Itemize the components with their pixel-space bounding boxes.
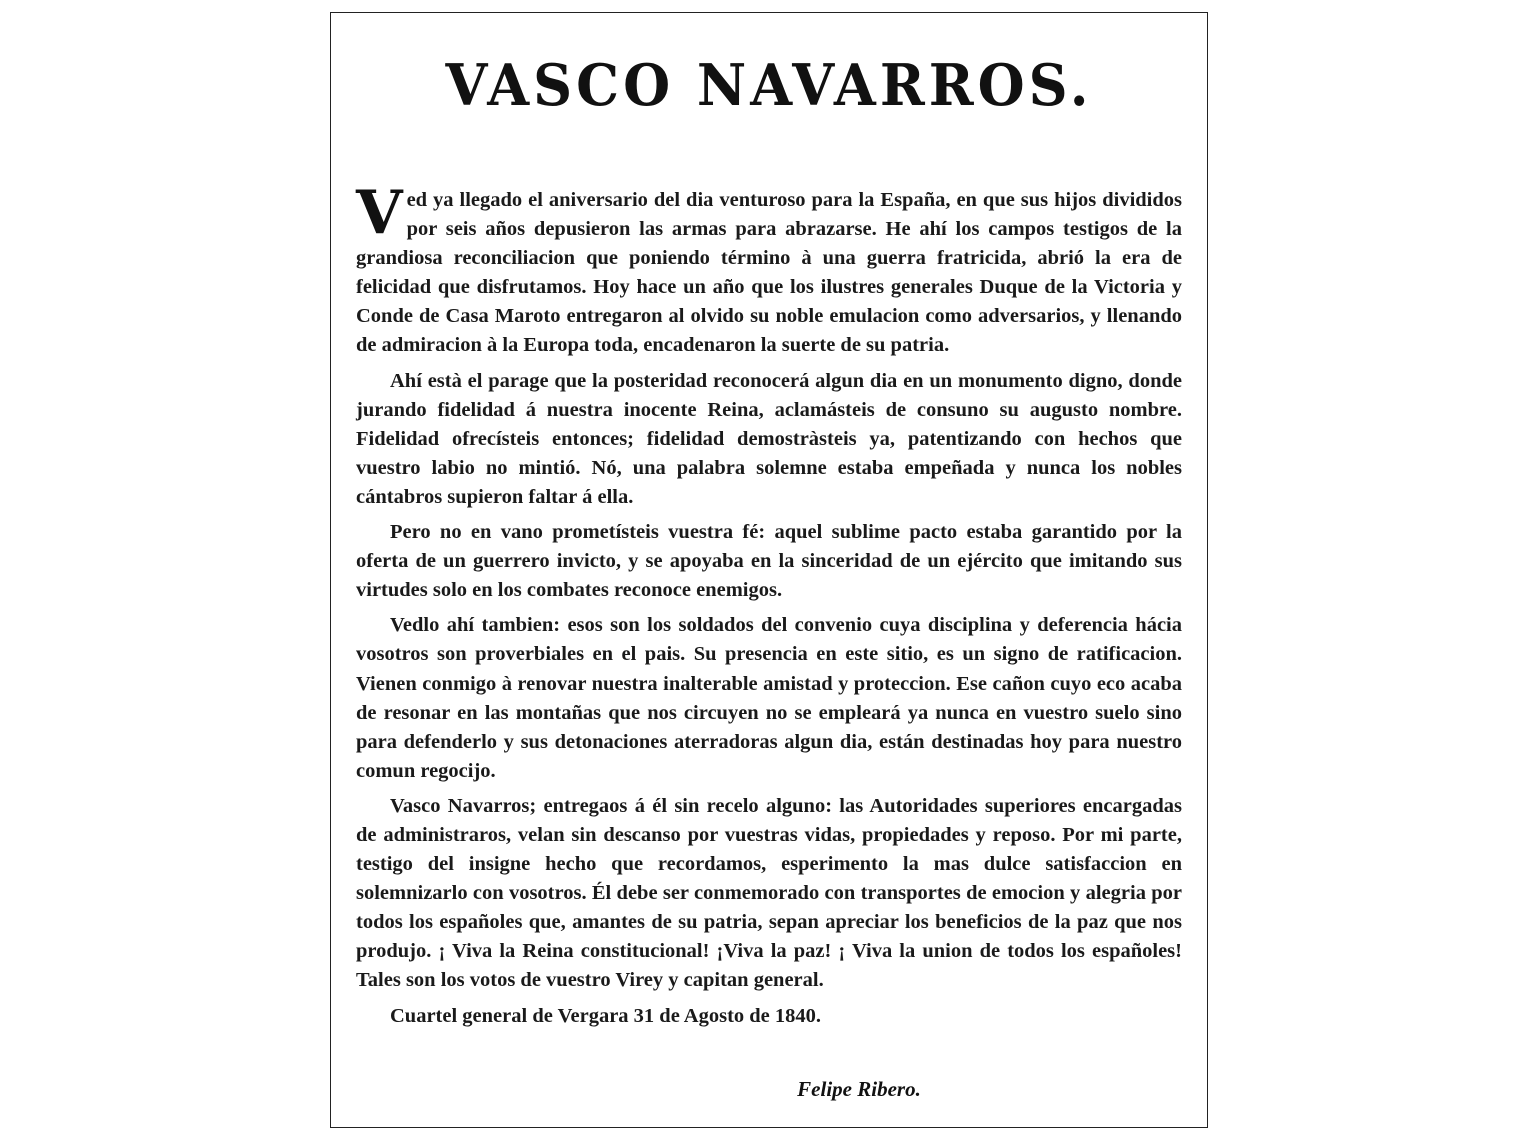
signature: Felipe Ribero. bbox=[797, 1077, 921, 1101]
paragraph-5: Vasco Navarros; entregaos á él sin recelo alguno: las Autoridades superiores encargadas de administraros, velan sin descanso por vuestras vidas, propiedades y reposo. Por mi parte, testigo del insigne hecho que recordamos, esperimento la mas dulce satisfaccion en solemnizarlo con vosotros. Él debe ser conmemorado con transportes de emocion y alegria por todos los españoles que, amantes de su patria, sepan apreciar los beneficios de la paz que nos produjo. ¡ Viva la Reina constitucional! ¡Viva la paz! ¡ Viva la union de todos los españoles! Tales son los votos de vuestro Virey y capitan general. bbox=[356, 794, 1182, 992]
document-title: VASCO NAVARROS. bbox=[445, 51, 1093, 119]
paragraph-1-text: ed ya llegado el aniversario del dia venturoso para la España, en que sus hijos divididos por seis años depusieron las armas para abrazarse. He ahí los campos testigos de la grandiosa reconciliacion que poniendo término à una guerra fratricida, abrió la era de felicidad que disfrutamos. Hoy hace un año que los ilustres generales Duque de la Victoria y Conde de Casa Maroto entregaron al olvido su noble emulacion como adversarios, y llenando de admiracion à la Europa toda, encadenaron la suerte de su patria. bbox=[356, 189, 1182, 357]
proclamation-sheet bbox=[330, 12, 1208, 1128]
dateline: Cuartel general de Vergara 31 de Agosto de 1840. bbox=[390, 1004, 822, 1027]
drop-cap: V bbox=[356, 178, 403, 248]
paragraph-3: Pero no en vano prometísteis vuestra fé: aquel sublime pacto estaba garantido por la oferta de un guerrero invicto, y se apoyaba en la sinceridad de un ejército que imitando sus virtudes solo en los combates reconoce enemigos. bbox=[356, 521, 1182, 602]
paragraph-4: Vedlo ahí tambien: esos son los soldados del convenio cuya disciplina y deferencia hácia vosotros son proverbiales en el pais. Su presencia en este sitio, es un signo de ratificacion. Vienen conmigo à renovar nuestra inalterable amistad y proteccion. Ese cañon cuyo eco acaba de resonar en las montañas que nos circuyen no se empleará ya nunca en vuestro suelo sino para defenderlo y sus detonaciones aterradoras algun dia, están destinadas hoy para nuestro comun regocijo. bbox=[356, 614, 1182, 782]
paragraph-2: Ahí està el parage que la posteridad reconocerá algun dia en un monumento digno, donde jurando fidelidad á nuestra inocente Reina, aclamásteis de consuno su augusto nombre. Fidelidad ofrecísteis entonces; fidelidad demostràsteis ya, patentizando con hechos que vuestro labio no mintió. Nó, una palabra solemne estaba empeñada y nunca los nobles cántabros supieron faltar á ella. bbox=[356, 369, 1182, 508]
paragraph-1 bbox=[356, 178, 1182, 361]
document-body bbox=[356, 178, 1182, 1037]
